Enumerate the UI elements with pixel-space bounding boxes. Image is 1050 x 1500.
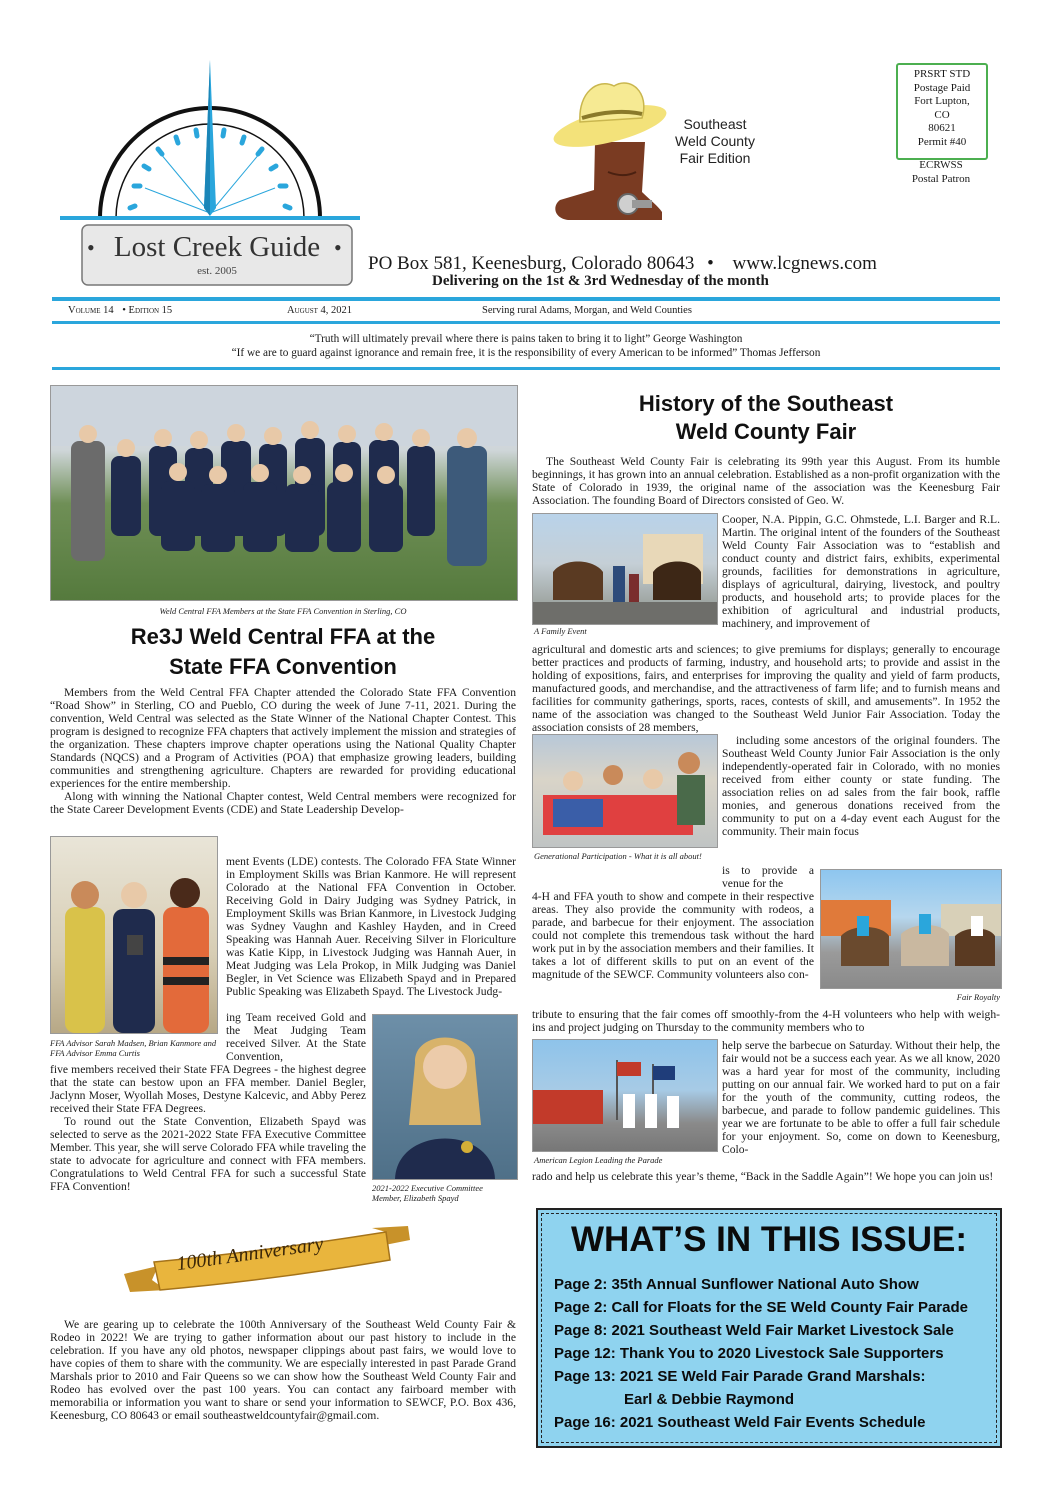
ffa-body-bottom bbox=[50, 1063, 366, 1193]
family-horses-image-icon bbox=[533, 514, 717, 624]
ffa-headline-line-1: Re3J Weld Central FFA at the bbox=[130, 624, 436, 649]
issue-date: August 4, 2021 bbox=[287, 305, 353, 316]
history-headline-line-2: Weld County Fair bbox=[675, 419, 857, 444]
legion-caption: American Legion Leading the Parade bbox=[534, 1155, 663, 1165]
postage-line-5: 80621 bbox=[928, 122, 956, 135]
ffa-paragraph-1: Members from the Weld Central FFA Chapter attended the Colorado State FFA Convention “Road Show” in Sterling, CO and Pueblo, CO during the week of June 7-11, 2021. During the convention, Weld Central was selected as the State Winner of the National Chapter Contest. This program is designed to recognize FFA chapters that actively implement the mission and strategies of the organization. These chapters improve chapter operations using the National Quality Chapter Standards (NQCS) and a Program of Activities (POA) that emphasize growing leaders, building communities and strengthening agriculture. Chapters are rewarded for providing educational experiences for the entire membership. bbox=[50, 686, 516, 790]
history-association-paragraph: including some ancestors of the original founders. The Southeast Weld County Junior Fair Association is the only independently-operated fair in Colorado, with no monies received from either county or state funding. The association relies on ad sales from the fair book, raffle monies, and generous donations received from the community to put on a 4-day event each August for the community. Their main focus bbox=[722, 734, 1000, 838]
history-closing-paragraph: rado and help us celebrate this year’s theme, “Back in the Saddle Again”! We hope you can join us! bbox=[532, 1170, 994, 1183]
legion-parade-image-icon bbox=[533, 1040, 717, 1151]
issue-item-5[interactable]: Page 13: 2021 SE Weld Fair Parade Grand Marshals: bbox=[554, 1368, 926, 1385]
fair-edition-line-3: Fair Edition bbox=[679, 150, 751, 166]
tagline: Delivering on the 1st & 3rd Wednesday of the month bbox=[432, 273, 769, 289]
issue-item-1[interactable]: Page 2: 35th Annual Sunflower National Auto Show bbox=[554, 1276, 919, 1293]
family-event-caption: A Family Event bbox=[534, 626, 587, 636]
title-bullet-right: • bbox=[334, 235, 342, 260]
mailing-address: PO Box 581, Keenesburg, Colorado 80643 bbox=[368, 253, 695, 274]
postage-indicia bbox=[896, 63, 988, 160]
issue-item-5-continued[interactable]: Earl & Debbie Raymond bbox=[624, 1391, 795, 1408]
anniversary-banner-text: 100th Anniversary bbox=[175, 1232, 325, 1276]
history-small bbox=[722, 864, 814, 890]
history-headline-line-1: History of the Southeast bbox=[638, 391, 894, 416]
legion-photo bbox=[532, 1039, 718, 1152]
spayd-portrait-icon bbox=[373, 1015, 517, 1179]
generational-photo bbox=[532, 734, 718, 848]
ffa-body-top bbox=[50, 686, 516, 816]
issue-box-list bbox=[554, 1273, 994, 1434]
issue-bar-top-rule bbox=[52, 297, 1000, 301]
ffa-group-photo bbox=[50, 385, 518, 601]
ffa-paragraph-2b: ment Events (LDE) contests. The Colorado FFA State Winner in Employment Skills was Brian Kanmore. He will represent Colorado at the National FFA Convention in October. Receiving Gold in Dairy Judging was Sydney Patrick, in Employment Skills was Brian Kanmore, in Livestock Judging was Sydney Vaughn and Kashley Hayden, and in Creed Speaking was Hannah Auer. Receiving Silver in Floriculture was Katie Kipp, in Livestock Judging was Hannah Auer, in Meat Judging was Lela Prokop, in Milk Judging was Daniel Begler, in Vet Science was Elizabeth Spayd and in Prepared Public Speaking was Elizabeth Spayd. The Livestock Judg- bbox=[226, 855, 516, 998]
ffa-headline-line-2: State FFA Convention bbox=[169, 654, 397, 679]
quotes-bottom-rule bbox=[52, 367, 1000, 370]
quote-jefferson: “If we are to guard against ignorance and remain free, it is the responsibility of every American to be informed” Thomas Jefferson bbox=[231, 347, 821, 359]
issue-item-3[interactable]: Page 8: 2021 Southeast Weld Fair Market Livestock Sale bbox=[554, 1322, 954, 1339]
volume-number: Volume 14 bbox=[68, 305, 114, 316]
coverage-area: Serving rural Adams, Morgan, and Weld Counties bbox=[482, 305, 692, 316]
history-volunteers-paragraph: tribute to ensuring that the fair comes off smoothly-from the 4-H volunteers who help with weigh-ins and project judging on Thursday to the community members who to bbox=[532, 1008, 1000, 1034]
history-beside-legion bbox=[722, 1039, 1000, 1156]
family-event-photo bbox=[532, 513, 718, 625]
history-headline bbox=[532, 390, 1000, 446]
ffa-body-beside-photo bbox=[226, 855, 516, 998]
ffa-headline bbox=[50, 622, 516, 682]
fair-royalty-image-icon bbox=[821, 870, 1001, 988]
ffa-paragraph-3: To round out the State Convention, Elizabeth Spayd was selected to serve as the 2021-2022 State FFA Executive Committee Member. This year, she will serve Colorado FFA while traveling the state to advocate for agriculture and connect with FFA members. Congratulations to Weld Central FFA for such a successful State FFA Convention! bbox=[50, 1115, 366, 1193]
ffa-body-narrow bbox=[226, 1011, 366, 1063]
history-intro bbox=[532, 455, 1000, 507]
postage-line-2: Postage Paid bbox=[913, 81, 971, 94]
generational-caption: Generational Participation - What it is all about! bbox=[534, 851, 702, 861]
issue-item-6[interactable]: Page 16: 2021 Southeast Weld Fair Events Schedule bbox=[554, 1414, 926, 1431]
ffa-paragraph-2a: Along with winning the National Chapter contest, Weld Central members were recognized for the State Career Development Events (CDE) and State Leadership Develop- bbox=[50, 790, 516, 816]
history-intro-paragraph: The Southeast Weld County Fair is celebrating its 99th year this August. From its humble beginnings, it has grown into an annual celebration. Established as a non-profit organization with the State of Colorado in 1939, the original name of the association was the Keenesburg Fair Association. The founding Board of Directors consisted of Geo. W. bbox=[532, 455, 1000, 507]
anniversary-text bbox=[50, 1318, 516, 1422]
cowboy-boot-icon bbox=[550, 72, 670, 224]
postal-patron bbox=[886, 158, 996, 186]
fair-edition-line-2: Weld County bbox=[675, 133, 755, 149]
website-link[interactable]: www.lcgnews.com bbox=[732, 253, 877, 274]
spayd-caption: 2021-2022 Executive Committee Member, Elizabeth Spayd bbox=[372, 1183, 483, 1203]
address-bullet: • bbox=[707, 253, 714, 274]
patron-line-2: Postal Patron bbox=[911, 173, 971, 185]
issue-box-title: WHAT’S IN THIS ISSUE: bbox=[570, 1220, 968, 1259]
postage-line-6: Permit #40 bbox=[917, 135, 967, 148]
history-founders-paragraph: Cooper, N.A. Pippin, G.C. Ohmstede, L.I. Barger and R.L. Martin. The original intent of the founders of the Southeast Weld County Fair Association was to “establish and conduct county and district fairs, exhibits, experimental grounds, facilities for demonstrations in agriculture, displays of agricultural, dairying, livestock, and poultry products, and household arts; to provide places for the exhibition of agricultural and industrial products, machinery, and improvement of bbox=[722, 513, 1000, 630]
history-youth-paragraph: 4-H and FFA youth to show and compete in their respective areas. They also provide the community with rodeos, a parade, and barbecue for their enjoyment. The association could not complete this tremendous task without the hard work put in by the association members and their families. It takes a lot of different skills to put on an event of the magnitude of the SEWCF. Community volunteers also con- bbox=[532, 890, 814, 981]
fair-royalty-photo bbox=[820, 869, 1002, 989]
quote-washington: “Truth will ultimately prevail where there is pains taken to bring it to light” George Washington bbox=[309, 333, 743, 345]
ffa-paragraph-2c: ing Team received Gold and the Meat Judging Team received Silver. At the State Convention, bbox=[226, 1011, 366, 1063]
history-venue-fragment: is to provide a venue for the bbox=[722, 864, 814, 890]
issue-item-4[interactable]: Page 12: Thank You to 2020 Livestock Sale Supporters bbox=[554, 1345, 944, 1362]
postage-line-1: PRSRT STD bbox=[913, 68, 971, 80]
advisors-caption: FFA Advisor Sarah Madsen, Brian Kanmore and FFA Advisor Emma Curtis bbox=[50, 1038, 217, 1058]
cowboy-boot-illustration bbox=[550, 72, 670, 224]
masthead-title: Lost Creek Guide bbox=[113, 231, 321, 263]
issue-volume bbox=[68, 305, 172, 316]
ffa-paragraph-2d: five members received their State FFA Degrees - the highest degree that the state can bestow upon an FFA member. Daniel Begler, Jaclynn Moser, Wyollah Moses, Destyne Kalcevic, and Abby Perez received their State FFA Degrees. bbox=[50, 1063, 366, 1115]
postage-line-3: Fort Lupton, bbox=[914, 95, 970, 108]
issue-bar-bottom-rule bbox=[52, 321, 1000, 324]
generational-image-icon bbox=[533, 735, 717, 847]
edition-number: • Edition 15 bbox=[122, 305, 173, 316]
history-beside-royalty bbox=[532, 890, 814, 981]
fair-edition-line-1: Southeast bbox=[683, 116, 747, 132]
history-beside-family bbox=[722, 513, 1000, 630]
ffa-advisors-photo bbox=[50, 836, 218, 1034]
established-year: est. 2005 bbox=[197, 265, 237, 277]
anniversary-paragraph: We are gearing up to celebrate the 100th Anniversary of the Southeast Weld County Fair & Rodeo in 2022! We are trying to gather information about our past history to include in the celebration. If you have any old photos, newspaper clippings about past fairs, we would love to have copies of them to share with the community. We are especially interested in past Parade Grand Marshals prior to 2010 and Fair Queens so we can show how the Southeast Weld County Fair and Rodeo has evolved over the past 100 years. You can contact any fairboard member with memorabilia or information you want to share or send your information to SEWCF, P.O. Box 436, Keenesburg, CO 80643 or email southeastweldcountyfair@gmail.com. bbox=[50, 1318, 516, 1422]
address-line bbox=[368, 253, 877, 275]
ffa-members-image-icon bbox=[51, 386, 517, 600]
title-bullet-left: • bbox=[87, 235, 95, 260]
ffa-group-caption: Weld Central FFA Members at the State FFA Convention in Sterling, CO bbox=[159, 606, 407, 616]
postage-line-4: CO bbox=[934, 108, 950, 121]
issue-box bbox=[536, 1208, 1002, 1448]
history-ending bbox=[532, 1170, 1000, 1183]
history-full-width bbox=[532, 643, 1000, 734]
spayd-photo bbox=[372, 1014, 518, 1180]
history-pandemic-paragraph: help serve the barbecue on Saturday. Without their help, the fair would not be a success each year. As we all know, 2020 was a hard year for most of the community, including putting on our annual fair. We worked hard to put on a fair for the youth of the community, cutting rodeos, the barbecue, and parade to follow pandemic guidelines. This year we are fortunate to be able to offer a full fair schedule for your enjoyment. So, come on down to Keenesburg, Colo- bbox=[722, 1039, 1000, 1156]
fair-royalty-caption: Fair Royalty bbox=[956, 992, 1000, 1002]
patron-line-1: ECRWSS bbox=[919, 159, 963, 171]
fair-edition-label bbox=[660, 116, 770, 167]
history-purpose-paragraph: agricultural and domestic arts and sciences; to give premiums for displays; generally to encourage better practices and products of farming, industry, and household arts; to provide and assist in the holding of expositions, fairs, and enterprises for improving the quality and yield of farm products, manufactured goods, and merchandise, and the attractiveness of farm life; and to furnish means and facilities for community gatherings, sports, races, contests of skill, and amusements”. In 1952 the name of the association was changed to the Southeast Weld Junior Fair Association. Today the association consists of 28 members, bbox=[532, 643, 1000, 734]
issue-item-2[interactable]: Page 2: Call for Floats for the SE Weld County Fair Parade bbox=[554, 1299, 968, 1316]
history-beside-gen bbox=[722, 734, 1000, 838]
history-full-width-2 bbox=[532, 1008, 1000, 1034]
advisors-image-icon bbox=[51, 837, 217, 1033]
